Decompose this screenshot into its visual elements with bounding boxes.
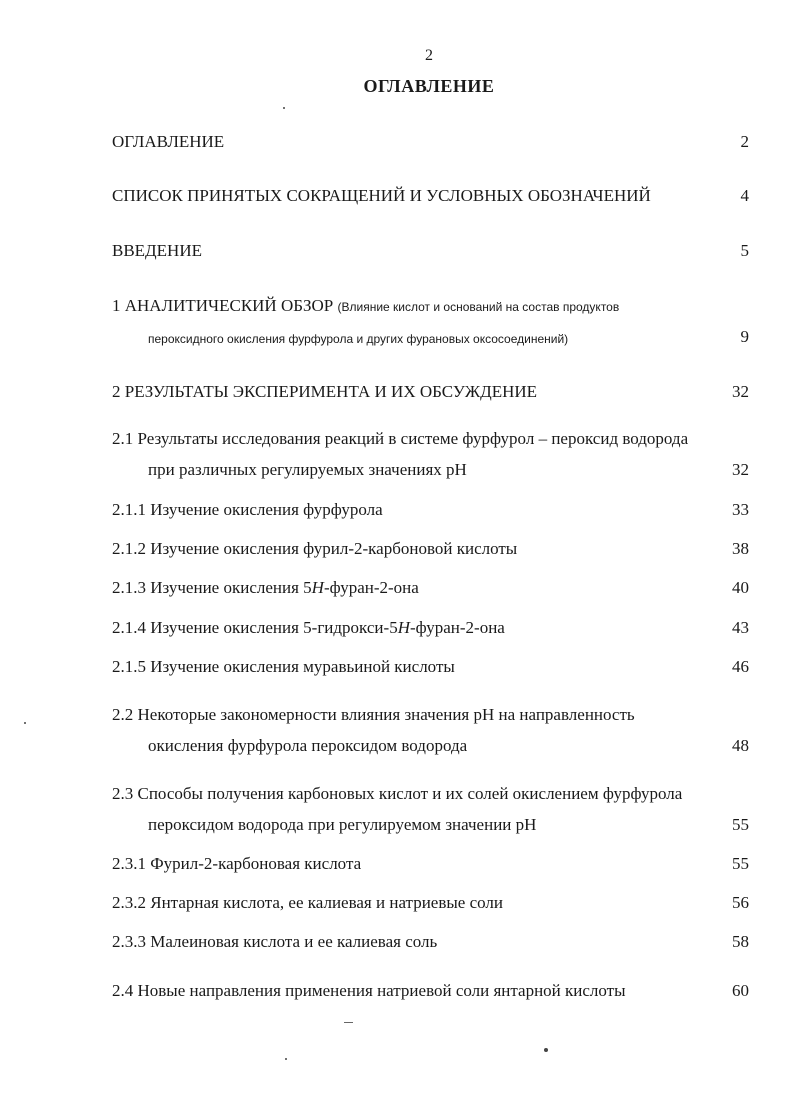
toc-entry — [112, 131, 749, 153]
page-title: ОГЛАВЛЕНИЕ — [363, 76, 495, 96]
toc-entry-title: 2.1.1 Изучение окисления фурфурола — [112, 500, 383, 519]
toc-entry-title: 2.1.2 Изучение окисления фурил-2-карбоновой кислоты — [112, 539, 518, 558]
scan-speck — [283, 107, 285, 109]
toc-entry — [112, 892, 749, 914]
toc-entry-title: 2.3.2 Янтарная кислота, ее калиевая и натриевые соли — [112, 893, 503, 912]
toc-entry-page: 40 — [732, 578, 749, 597]
toc-entry-title-cont: окисления фурфурола пероксидом водорода — [148, 736, 468, 755]
toc-entry — [112, 617, 749, 639]
toc-entry — [112, 980, 749, 1002]
toc-entry — [112, 704, 749, 726]
toc-entry-page: 32 — [732, 382, 749, 401]
toc-entry — [112, 295, 749, 317]
toc-entry — [112, 656, 749, 678]
toc-entry-title: 2.4 Новые направления применения натриевой соли янтарной кислоты — [112, 981, 626, 1000]
toc-entry-page: 9 — [740, 327, 749, 346]
toc-entry-note: (Влияние кислот и оснований на состав продуктов — [337, 300, 620, 314]
toc-entry-page: 55 — [732, 854, 749, 873]
toc-entry-note: пероксидного окисления фурфурола и других фурановых оксосоединений) — [148, 332, 569, 346]
toc-entry-page: 46 — [732, 657, 749, 676]
toc-entry — [112, 931, 749, 953]
toc-entry-page: 60 — [732, 981, 749, 1000]
toc-entry-title: 2.3.3 Малеиновая кислота и ее калиевая соль — [112, 932, 438, 951]
toc-entry-title: ОГЛАВЛЕНИЕ — [112, 132, 225, 151]
toc-entry-page: 38 — [732, 539, 749, 558]
scan-speck — [544, 1048, 548, 1052]
toc-entry — [112, 538, 749, 560]
toc-entry-title: 2.1 Результаты исследования реакций в системе фурфурол – пероксид водорода — [112, 429, 689, 448]
toc-entry — [112, 240, 749, 262]
toc-entry-continuation — [148, 326, 749, 348]
toc-entry-title: 2.1.4 Изучение окисления 5-гидрокси-5H-фуран-2-она — [112, 618, 505, 637]
toc-entry-page: 55 — [732, 815, 749, 834]
toc-entry — [112, 428, 755, 450]
toc-entry-title: 2.1.3 Изучение окисления 5H-фуран-2-она — [112, 578, 419, 597]
toc-entry — [112, 185, 749, 207]
toc-entry-page: 32 — [732, 460, 749, 479]
toc-entry — [112, 381, 749, 403]
toc-entry-continuation — [148, 814, 749, 836]
toc-entry-page: 58 — [732, 932, 749, 951]
toc-entry — [112, 577, 749, 599]
toc-entry-title: СПИСОК ПРИНЯТЫХ СОКРАЩЕНИЙ И УСЛОВНЫХ ОБОЗНАЧЕНИЙ — [112, 186, 651, 205]
toc-entry-title-cont: пероксидом водорода при регулируемом значении pH — [148, 815, 537, 834]
toc-entry-page: 48 — [732, 736, 749, 755]
page-number: 2 — [425, 47, 433, 64]
toc-entry-page: 43 — [732, 618, 749, 637]
scan-speck — [344, 1022, 353, 1023]
toc-entry — [112, 853, 749, 875]
toc-entry-title: 2.3.1 Фурил-2-карбоновая кислота — [112, 854, 362, 873]
toc-entry — [112, 499, 749, 521]
toc-entry-title: 2.2 Некоторые закономерности влияния значения pH на направленность — [112, 705, 635, 724]
toc-entry-page: 2 — [740, 132, 749, 151]
toc-entry-page: 4 — [740, 186, 749, 205]
toc-entry-page: 5 — [740, 241, 749, 260]
toc-entry-title: 2.3 Способы получения карбоновых кислот и их солей окислением фурфурола — [112, 784, 683, 803]
scan-speck — [24, 722, 26, 724]
toc-entry-title: ВВЕДЕНИЕ — [112, 241, 202, 260]
scan-speck — [285, 1058, 287, 1060]
toc-entry-title-cont: при различных регулируемых значениях pH — [148, 460, 467, 479]
toc-entry-title: 2.1.5 Изучение окисления муравьиной кислоты — [112, 657, 455, 676]
toc-entry-title: 1 АНАЛИТИЧЕСКИЙ ОБЗОР (Влияние кислот и оснований на состав продуктов — [112, 296, 620, 315]
toc-entry-page: 56 — [732, 893, 749, 912]
toc-entry-continuation — [148, 459, 749, 481]
toc-entry-continuation — [148, 735, 749, 757]
toc-entry-page: 33 — [732, 500, 749, 519]
toc-entry-title: 2 РЕЗУЛЬТАТЫ ЭКСПЕРИМЕНТА И ИХ ОБСУЖДЕНИЕ — [112, 382, 538, 401]
toc-entry — [112, 783, 749, 805]
